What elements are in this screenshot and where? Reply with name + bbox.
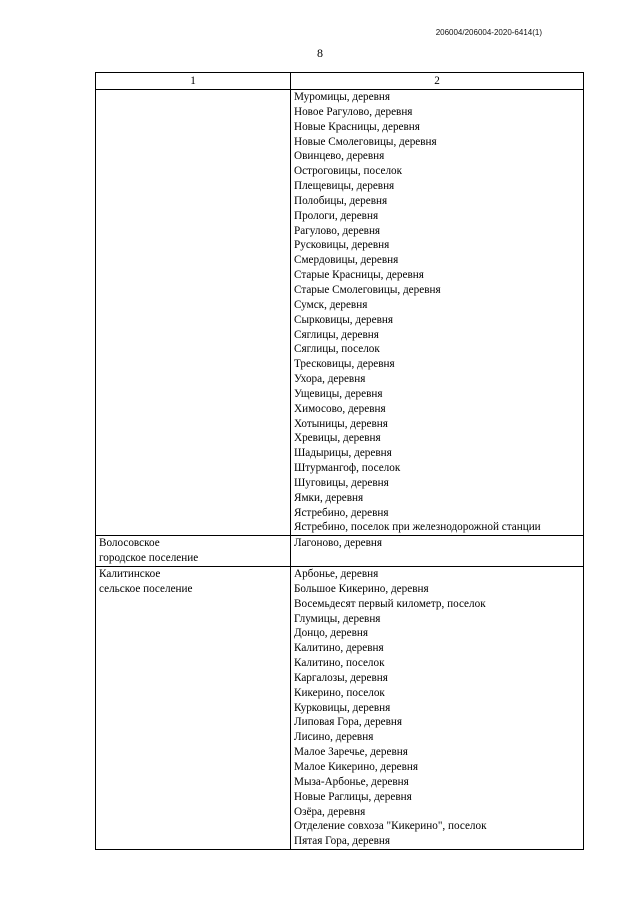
settlement-item: Новые Раглицы, деревня [294,790,412,803]
settlement-item: Арбонье, деревня [294,568,379,580]
settlement-item: Малое Заречье, деревня [294,746,408,759]
settlement-item: Кикерино, поселок [294,686,385,699]
settlement-item: Шадырицы, деревня [294,447,392,460]
settlement-item: Полобицы, деревня [294,194,388,207]
settlement-item: Тресковицы, деревня [294,358,395,371]
settlement-item: Остроговицы, поселок [294,165,403,178]
settlement-item: Курковицы, деревня [294,701,391,714]
settlement-item: Химосово, деревня [294,402,386,415]
column-header-1: 1 [96,73,291,90]
page-number: 8 [317,46,323,60]
district-cell [96,536,291,567]
settlement-item: Калитино, поселок [294,657,385,670]
table-row [96,536,584,567]
settlement-item: Ухора, деревня [294,373,366,386]
table-row [96,567,584,850]
settlement-item: Новые Смолеговицы, деревня [294,135,437,148]
table-row [96,90,584,536]
district-name-line: Волосовское [99,537,160,550]
settlement-item: Старые Смолеговицы, деревня [294,283,441,296]
settlement-item: Ямки, деревня [294,491,364,504]
settlement-item: Мыза-Арбонье, деревня [294,775,409,788]
district-cell [96,567,291,850]
settlements-cell [291,567,584,850]
settlement-item: Большое Кикерино, деревня [294,582,429,595]
settlement-item: Пятая Гора, деревня [294,835,391,848]
settlement-item: Ястребино, поселок при железнодорожной станции [294,521,541,534]
settlement-item: Прологи, деревня [294,209,379,222]
settlement-item: Сяглицы, деревня [294,328,379,341]
settlement-item: Смердовицы, деревня [294,254,399,267]
table-header-row [96,73,584,90]
settlements-cell [291,90,584,536]
settlement-item: Ущевицы, деревня [294,387,383,400]
settlement-item: Лисино, деревня [294,731,374,744]
settlement-item: Сяглицы, поселок [294,343,380,356]
settlement-item: Сырковицы, деревня [294,313,394,326]
settlement-item: Плещевицы, деревня [294,180,395,193]
settlement-item: Муромицы, деревня [294,91,391,103]
settlement-item: Шуговицы, деревня [294,476,389,489]
district-cell [96,90,291,536]
district-name-line: Калитинское [99,568,161,580]
settlement-item: Каргалозы, деревня [294,671,388,684]
settlement-item: Штурмангоф, поселок [294,462,401,475]
settlement-item: Озёра, деревня [294,805,366,818]
district-name-line: сельское поселение [99,582,193,595]
settlement-item: Хотыницы, деревня [294,417,388,430]
settlement-item: Сумск, деревня [294,298,368,311]
settlement-item: Русковицы, деревня [294,239,390,252]
settlement-item: Старые Красницы, деревня [294,269,424,282]
settlement-item: Рагулово, деревня [294,224,381,237]
settlement-item: Восемьдесят первый километр, поселок [294,597,486,610]
settlement-item: Лагоново, деревня [294,537,383,550]
settlement-item: Малое Кикерино, деревня [294,760,419,773]
settlements-cell [291,536,584,567]
settlement-item: Калитино, деревня [294,642,384,655]
settlement-item: Донцо, деревня [294,627,369,640]
district-name-line: городское поселение [99,552,199,565]
settlement-item: Новые Красницы, деревня [294,120,420,133]
settlement-item: Хревицы, деревня [294,432,381,445]
settlement-item: Ястребино, деревня [294,506,389,519]
settlement-item: Глумицы, деревня [294,612,381,625]
settlement-item: Новое Рагулово, деревня [294,105,413,118]
settlement-item: Липовая Гора, деревня [294,716,403,729]
table-body [96,90,584,850]
document-id: 206004/206004-2020-6414(1) [435,28,542,37]
column-header-2: 2 [291,73,584,90]
settlements-table [95,72,584,850]
settlement-item: Овинцево, деревня [294,150,385,163]
settlement-item: Отделение совхоза "Кикерино", поселок [294,820,487,833]
